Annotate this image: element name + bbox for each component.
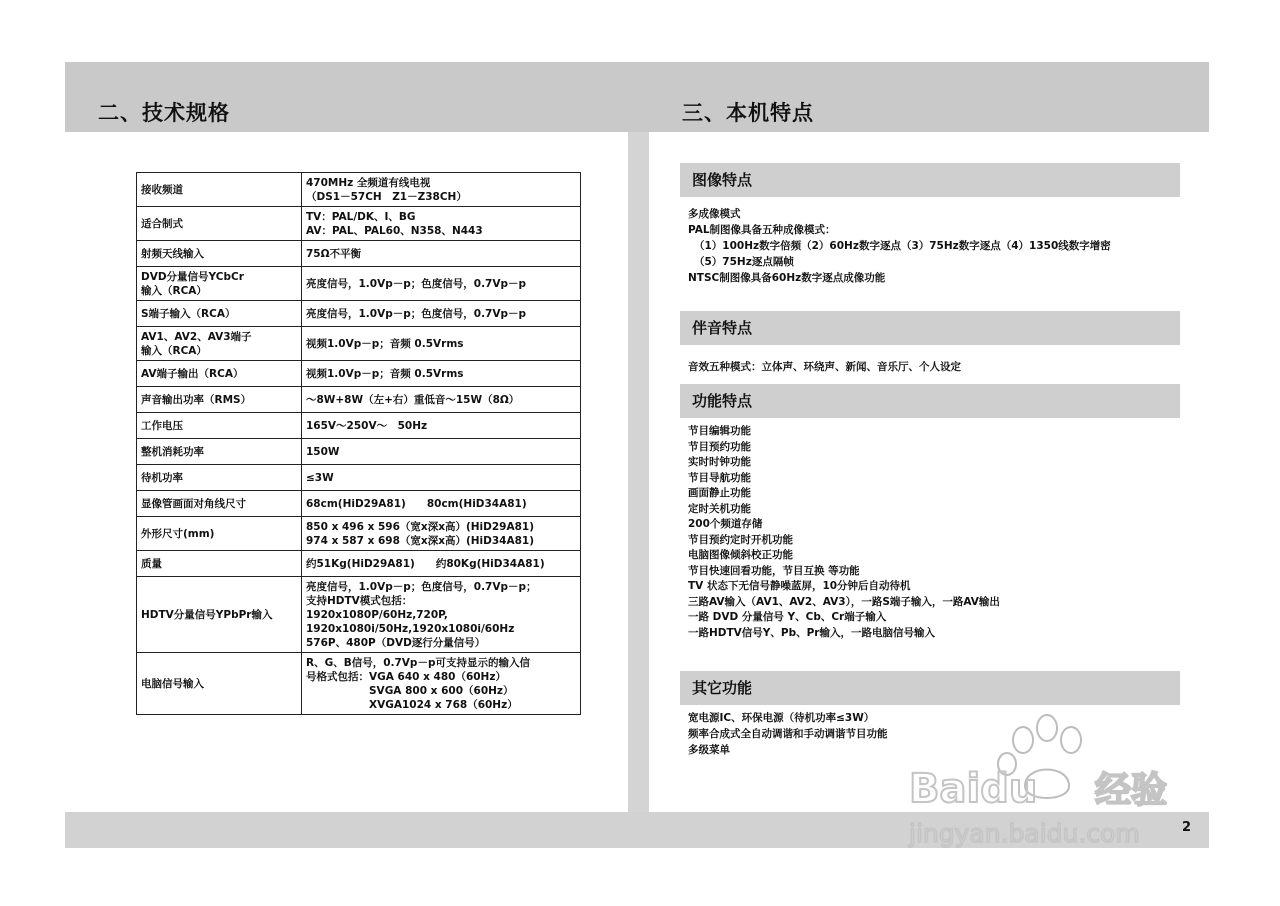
section-body-audio <box>688 359 961 375</box>
spec-value-line: 75Ω不平衡 <box>306 247 362 260</box>
section-line: 节目编辑功能 <box>688 425 751 437</box>
section-line: 音效五种模式：立体声、环绕声、新闻、音乐厅、个人设定 <box>688 361 961 373</box>
spec-value-line: ≤3W <box>306 471 334 484</box>
spec-value-line: 1920x1080i/50Hz,1920x1080i/60Hz <box>306 622 515 635</box>
spec-value-line: 号格式包括：VGA 640 x 480（60Hz） <box>306 670 506 683</box>
spec-value-line: AV：PAL、PAL60、N358、N443 <box>306 224 483 237</box>
spec-value-line: ～8W+8W（左+右）重低音～15W（8Ω） <box>306 393 520 406</box>
spec-row <box>137 173 581 207</box>
spec-key <box>137 267 302 301</box>
spec-key-line: 整机消耗功率 <box>141 445 204 458</box>
spec-key-line: S端子输入（RCA） <box>141 307 236 320</box>
section-body-image <box>688 206 1111 286</box>
spec-value <box>302 413 581 439</box>
spec-value-line: 850 x 496 x 596（宽x深x高）(HiD29A81) <box>306 520 535 533</box>
spec-value-line: TV：PAL/DK、I、BG <box>306 210 416 223</box>
spec-key <box>137 413 302 439</box>
spec-key-line: 电脑信号输入 <box>141 677 204 690</box>
spec-value-line: SVGA 800 x 600（60Hz） <box>306 684 514 697</box>
spec-key-line: 声音输出功率（RMS） <box>141 393 252 406</box>
section-line: （1）100Hz数字倍频（2）60Hz数字逐点（3）75Hz数字逐点（4）1350线数字增密 <box>694 240 1111 252</box>
spec-value <box>302 267 581 301</box>
spec-row <box>137 207 581 241</box>
section-line: NTSC制图像具备60Hz数字逐点成像功能 <box>688 272 886 284</box>
spec-key-line: 适合制式 <box>141 217 183 230</box>
spec-value <box>302 173 581 207</box>
spec-key <box>137 361 302 387</box>
spec-key-line: 外形尺寸(mm) <box>141 527 215 540</box>
spec-key <box>137 301 302 327</box>
spec-key-line: DVD分量信号YCbCr <box>141 270 244 283</box>
spec-key-line: 输入（RCA） <box>141 284 207 297</box>
section-heading-audio: 伴音特点 <box>680 311 1180 345</box>
spec-value <box>302 465 581 491</box>
section-line: 节目预约功能 <box>688 440 751 453</box>
spec-value-line: 亮度信号，1.0Vp－p；色度信号，0.7Vp－p； <box>306 580 537 593</box>
spec-key <box>137 387 302 413</box>
spec-row <box>137 577 581 653</box>
spec-key-line: 工作电压 <box>141 419 183 432</box>
section-line: 电脑图像倾斜校正功能 <box>688 549 793 561</box>
spec-value <box>302 653 581 715</box>
page-divider <box>628 132 649 812</box>
spec-value-line: 165V～250V～ 50Hz <box>306 419 428 432</box>
spec-row <box>137 653 581 715</box>
spec-key <box>137 439 302 465</box>
spec-table <box>136 172 581 715</box>
spec-row <box>137 361 581 387</box>
spec-value <box>302 491 581 517</box>
section-heading-other: 其它功能 <box>680 671 1180 705</box>
spec-key-line: 待机功率 <box>141 471 183 484</box>
section-line: 多成像模式 <box>688 208 741 220</box>
spec-value-line: 视频1.0Vp－p；音频 0.5Vrms <box>306 367 464 380</box>
spec-value-line: XVGA1024 x 768（60Hz） <box>306 698 518 711</box>
spec-key-line: 显像管画面对角线尺寸 <box>141 497 246 510</box>
watermark-url: jingyan.baidu.com <box>909 819 1140 848</box>
spec-value <box>302 517 581 551</box>
spec-key <box>137 653 302 715</box>
spec-value-line: （DS1－57CH Z1－Z38CH） <box>306 190 467 203</box>
section-heading-image: 图像特点 <box>680 163 1180 197</box>
spec-value <box>302 387 581 413</box>
spec-key <box>137 551 302 577</box>
section-line: 定时关机功能 <box>688 502 751 515</box>
spec-key-line: 射频天线输入 <box>141 247 204 260</box>
section-line: 宽电源IC、环保电源（待机功率≤3W） <box>688 712 875 724</box>
spec-row <box>137 327 581 361</box>
spec-row <box>137 517 581 551</box>
spec-value-line: 支持HDTV模式包括： <box>306 594 413 607</box>
spec-value-line: 视频1.0Vp－p；音频 0.5Vrms <box>306 337 464 350</box>
spec-value <box>302 551 581 577</box>
spec-row <box>137 491 581 517</box>
section-line: 画面静止功能 <box>688 487 751 499</box>
spec-value-line: 约51Kg(HiD29A81) 约80Kg(HiD34A81) <box>306 557 545 570</box>
section-line: 一路HDTV信号Y、Pb、Pr输入，一路电脑信号输入 <box>688 626 935 639</box>
spec-row <box>137 387 581 413</box>
spec-key-line: AV1、AV2、AV3端子 <box>141 330 252 343</box>
section-heading-functions: 功能特点 <box>680 384 1180 418</box>
spec-row <box>137 465 581 491</box>
spec-row <box>137 439 581 465</box>
section-line: 三路AV输入（AV1、AV2、AV3），一路S端子输入，一路AV输出 <box>688 595 1000 608</box>
spec-row <box>137 241 581 267</box>
section-line: 一路 DVD 分量信号 Y、Cb、Cr端子输入 <box>688 611 887 623</box>
spec-key-line: 接收频道 <box>141 183 183 196</box>
spec-key-line: 质量 <box>141 557 162 570</box>
page-number: 2 <box>1182 820 1192 835</box>
section-line: 200个频道存储 <box>688 518 763 530</box>
section-body-functions <box>688 424 1000 641</box>
spec-value-line: 576P、480P（DVD逐行分量信号） <box>306 636 486 649</box>
spec-value-line: 68cm(HiD29A81) 80cm(HiD34A81) <box>306 497 527 510</box>
spec-value <box>302 207 581 241</box>
spec-key <box>137 241 302 267</box>
section-line: TV 状态下无信号静噪蓝屏，10分钟后自动待机 <box>688 580 911 592</box>
section-line: （5）75Hz逐点隔帧 <box>694 256 794 268</box>
section-line: 多级菜单 <box>688 744 730 756</box>
spec-key <box>137 327 302 361</box>
section-body-other <box>688 710 888 758</box>
spec-value-line: 974 x 587 x 698（宽x深x高）(HiD34A81) <box>306 534 535 547</box>
spec-row <box>137 301 581 327</box>
spec-value <box>302 327 581 361</box>
spec-value <box>302 361 581 387</box>
spec-value-line: 亮度信号，1.0Vp－p；色度信号，0.7Vp－p <box>306 307 527 320</box>
spec-key <box>137 465 302 491</box>
spec-value <box>302 301 581 327</box>
section-line: 实时时钟功能 <box>688 456 751 468</box>
watermark-brand: Baidu <box>909 766 1038 812</box>
spec-row <box>137 267 581 301</box>
spec-value-line: R、G、B信号，0.7Vp－p可支持显示的输入信 <box>306 656 530 669</box>
spec-key-line: HDTV分量信号YPbPr输入 <box>141 608 273 621</box>
spec-key-line: AV端子输出（RCA） <box>141 367 244 380</box>
spec-key <box>137 491 302 517</box>
spec-value <box>302 577 581 653</box>
spec-value-line: 1920x1080P/60Hz,720P, <box>306 608 448 621</box>
section-line: 节目导航功能 <box>688 471 751 484</box>
right-page-title: 三、本机特点 <box>682 101 814 125</box>
spec-value-line: 470MHz 全频道有线电视 <box>306 176 431 189</box>
section-line: PAL制图像具备五种成像模式： <box>688 224 836 236</box>
section-line: 频率合成式全自动调谐和手动调谐节目功能 <box>688 728 888 740</box>
spec-key <box>137 577 302 653</box>
section-line: 节目预约定时开机功能 <box>688 533 793 546</box>
spec-row <box>137 551 581 577</box>
spec-value <box>302 439 581 465</box>
watermark-brand-cn: 经验 <box>1095 770 1168 811</box>
spec-key-line: 输入（RCA） <box>141 344 207 357</box>
spec-value <box>302 241 581 267</box>
baidu-jingyan-watermark-icon <box>905 706 1200 852</box>
spec-row <box>137 413 581 439</box>
spec-value-line: 亮度信号，1.0Vp－p；色度信号，0.7Vp－p <box>306 277 527 290</box>
header-band <box>65 62 1209 132</box>
spec-key <box>137 173 302 207</box>
spec-key <box>137 207 302 241</box>
left-page-title: 二、技术规格 <box>98 101 230 125</box>
spec-value-line: 150W <box>306 445 340 458</box>
spec-key <box>137 517 302 551</box>
section-line: 节目快速回看功能，节目互换 等功能 <box>688 564 860 577</box>
